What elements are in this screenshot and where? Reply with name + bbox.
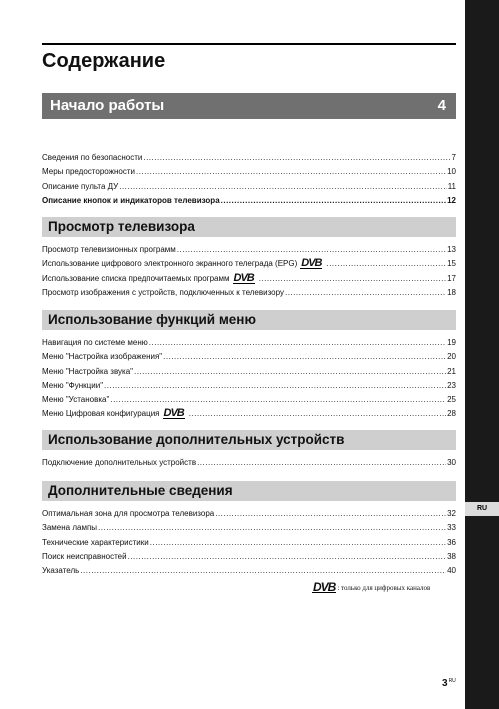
toc-section-menu [42, 310, 456, 422]
dot-leader [221, 194, 446, 208]
toc-entry-label: Просмотр изображения с устройств, подключенных к телевизору [42, 287, 284, 297]
dot-leader [285, 286, 446, 300]
dot-leader [326, 257, 446, 271]
toc-section-devices [42, 430, 456, 470]
toc-entry-page: 7 [451, 153, 456, 162]
dot-leader [98, 521, 446, 535]
page-number [442, 678, 456, 689]
toc-entry-label: Меню Цифровая конфигурация [42, 409, 160, 419]
toc-entry[interactable] [42, 350, 456, 364]
toc-entry-label: Меню "Настройка звука" [42, 366, 133, 376]
toc-entry-label: Оптимальная зона для просмотра телевизора [42, 509, 215, 518]
dot-leader [80, 564, 446, 578]
toc-entry[interactable] [42, 194, 456, 208]
toc-entry-page: 19 [447, 338, 456, 347]
dot-leader [104, 379, 446, 393]
section-heading[interactable]: Просмотр телевизора [42, 217, 456, 237]
toc-entry[interactable] [42, 393, 456, 407]
toc-entry[interactable] [42, 286, 456, 300]
toc-entry[interactable] [42, 180, 456, 194]
toc-entry-page: 28 [447, 409, 456, 419]
toc-entry-page: 33 [447, 523, 456, 533]
dvb-footnote [312, 582, 430, 593]
dvb-logo-icon: DVB [233, 271, 254, 284]
toc-entry-page: 15 [447, 259, 456, 269]
toc-entry-page: 40 [447, 566, 456, 576]
page-title: Содержание [42, 50, 166, 72]
toc-section-watching [42, 217, 456, 300]
toc-entry-label: Описание пульта ДУ [42, 181, 119, 191]
toc-entry[interactable] [42, 151, 456, 165]
toc-entry-label: Навигация по системе меню [42, 338, 148, 347]
toc-entry-label: Меры предосторожности [42, 167, 135, 177]
toc-entry-page: 25 [447, 395, 456, 405]
toc-entry-page: 30 [447, 458, 456, 467]
dot-leader [150, 536, 446, 550]
chapter-banner[interactable] [42, 93, 456, 119]
chapter-title: Начало работы [50, 97, 165, 114]
dvb-logo-icon: DVB [301, 257, 322, 270]
dot-leader [197, 456, 446, 470]
toc-entry[interactable] [42, 257, 456, 271]
dot-leader [143, 151, 450, 165]
toc-entry-page: 23 [447, 380, 456, 390]
language-badge: RU [465, 502, 499, 516]
toc-entry-page: 13 [447, 245, 456, 254]
toc-entry-label: Замена лампы [42, 523, 98, 533]
toc-entry-page: 38 [447, 551, 456, 561]
toc-entry-label: Меню "Установка" [42, 395, 110, 405]
toc-entry[interactable] [42, 521, 456, 535]
page-number-suffix: RU [448, 678, 456, 684]
toc-entry-page: 17 [447, 273, 456, 283]
toc-entry[interactable] [42, 272, 456, 286]
toc-entry[interactable] [42, 564, 456, 578]
toc-section-intro [42, 151, 456, 208]
toc-entry-page: 12 [447, 195, 456, 205]
toc-entry-label: Подключение дополнительных устройств [42, 458, 197, 467]
toc-entry[interactable] [42, 365, 456, 379]
toc-entry-label: Поиск неисправностей [42, 551, 127, 561]
toc-entry-page: 10 [447, 167, 456, 177]
dot-leader [149, 336, 446, 350]
toc-entry-label: Меню "Настройка изображения" [42, 352, 163, 362]
toc-entry[interactable] [42, 456, 456, 470]
toc-section-extra [42, 481, 456, 578]
toc-entry-label: Использование списка предпочитаемых программ [42, 273, 230, 283]
dot-leader [189, 407, 446, 421]
toc-entry[interactable] [42, 379, 456, 393]
toc-entry[interactable] [42, 507, 456, 521]
dot-leader [215, 507, 446, 521]
dot-leader [119, 180, 446, 194]
dot-leader [259, 272, 446, 286]
toc-entry-page: 32 [447, 509, 456, 518]
dot-leader [163, 350, 446, 364]
section-heading[interactable]: Использование дополнительных устройств [42, 430, 456, 450]
toc-entry-page: 36 [447, 537, 456, 547]
toc-entry-label: Указатель [42, 566, 80, 576]
toc-entry[interactable] [42, 536, 456, 550]
footnote-text: : только для цифровых каналов [337, 584, 431, 592]
toc-entry[interactable] [42, 165, 456, 179]
toc-entry-label: Сведения по безопасности [42, 153, 143, 162]
toc-entry[interactable] [42, 243, 456, 257]
toc-entry-page: 18 [447, 287, 456, 297]
dvb-logo-icon: DVB [313, 580, 336, 594]
dot-leader [128, 550, 447, 564]
toc-entry-label: Использование цифрового электронного экранного телеграда (EPG) [42, 259, 298, 269]
toc-entry[interactable] [42, 336, 456, 350]
page-number-value: 3 [442, 678, 448, 689]
dvb-logo-icon: DVB [163, 407, 184, 420]
toc-entry-page: 21 [447, 366, 456, 376]
toc-entry-page: 20 [447, 352, 456, 362]
toc-entry-label: Описание кнопок и индикаторов телевизора [42, 195, 220, 205]
side-tab [465, 0, 499, 709]
section-heading[interactable]: Использование функций меню [42, 310, 456, 330]
toc-entry[interactable] [42, 407, 456, 421]
section-heading[interactable]: Дополнительные сведения [42, 481, 456, 501]
dot-leader [136, 165, 446, 179]
toc-entry-label: Меню "Функции" [42, 380, 104, 390]
toc-entry-label: Просмотр телевизионных программ [42, 245, 176, 254]
top-rule [42, 43, 456, 45]
dot-leader [177, 243, 446, 257]
toc-entry-label: Технические характеристики [42, 537, 149, 547]
toc-entry[interactable] [42, 550, 456, 564]
dot-leader [110, 393, 446, 407]
dot-leader [134, 365, 446, 379]
toc-entry-page: 11 [447, 181, 456, 191]
chapter-page: 4 [437, 97, 446, 114]
